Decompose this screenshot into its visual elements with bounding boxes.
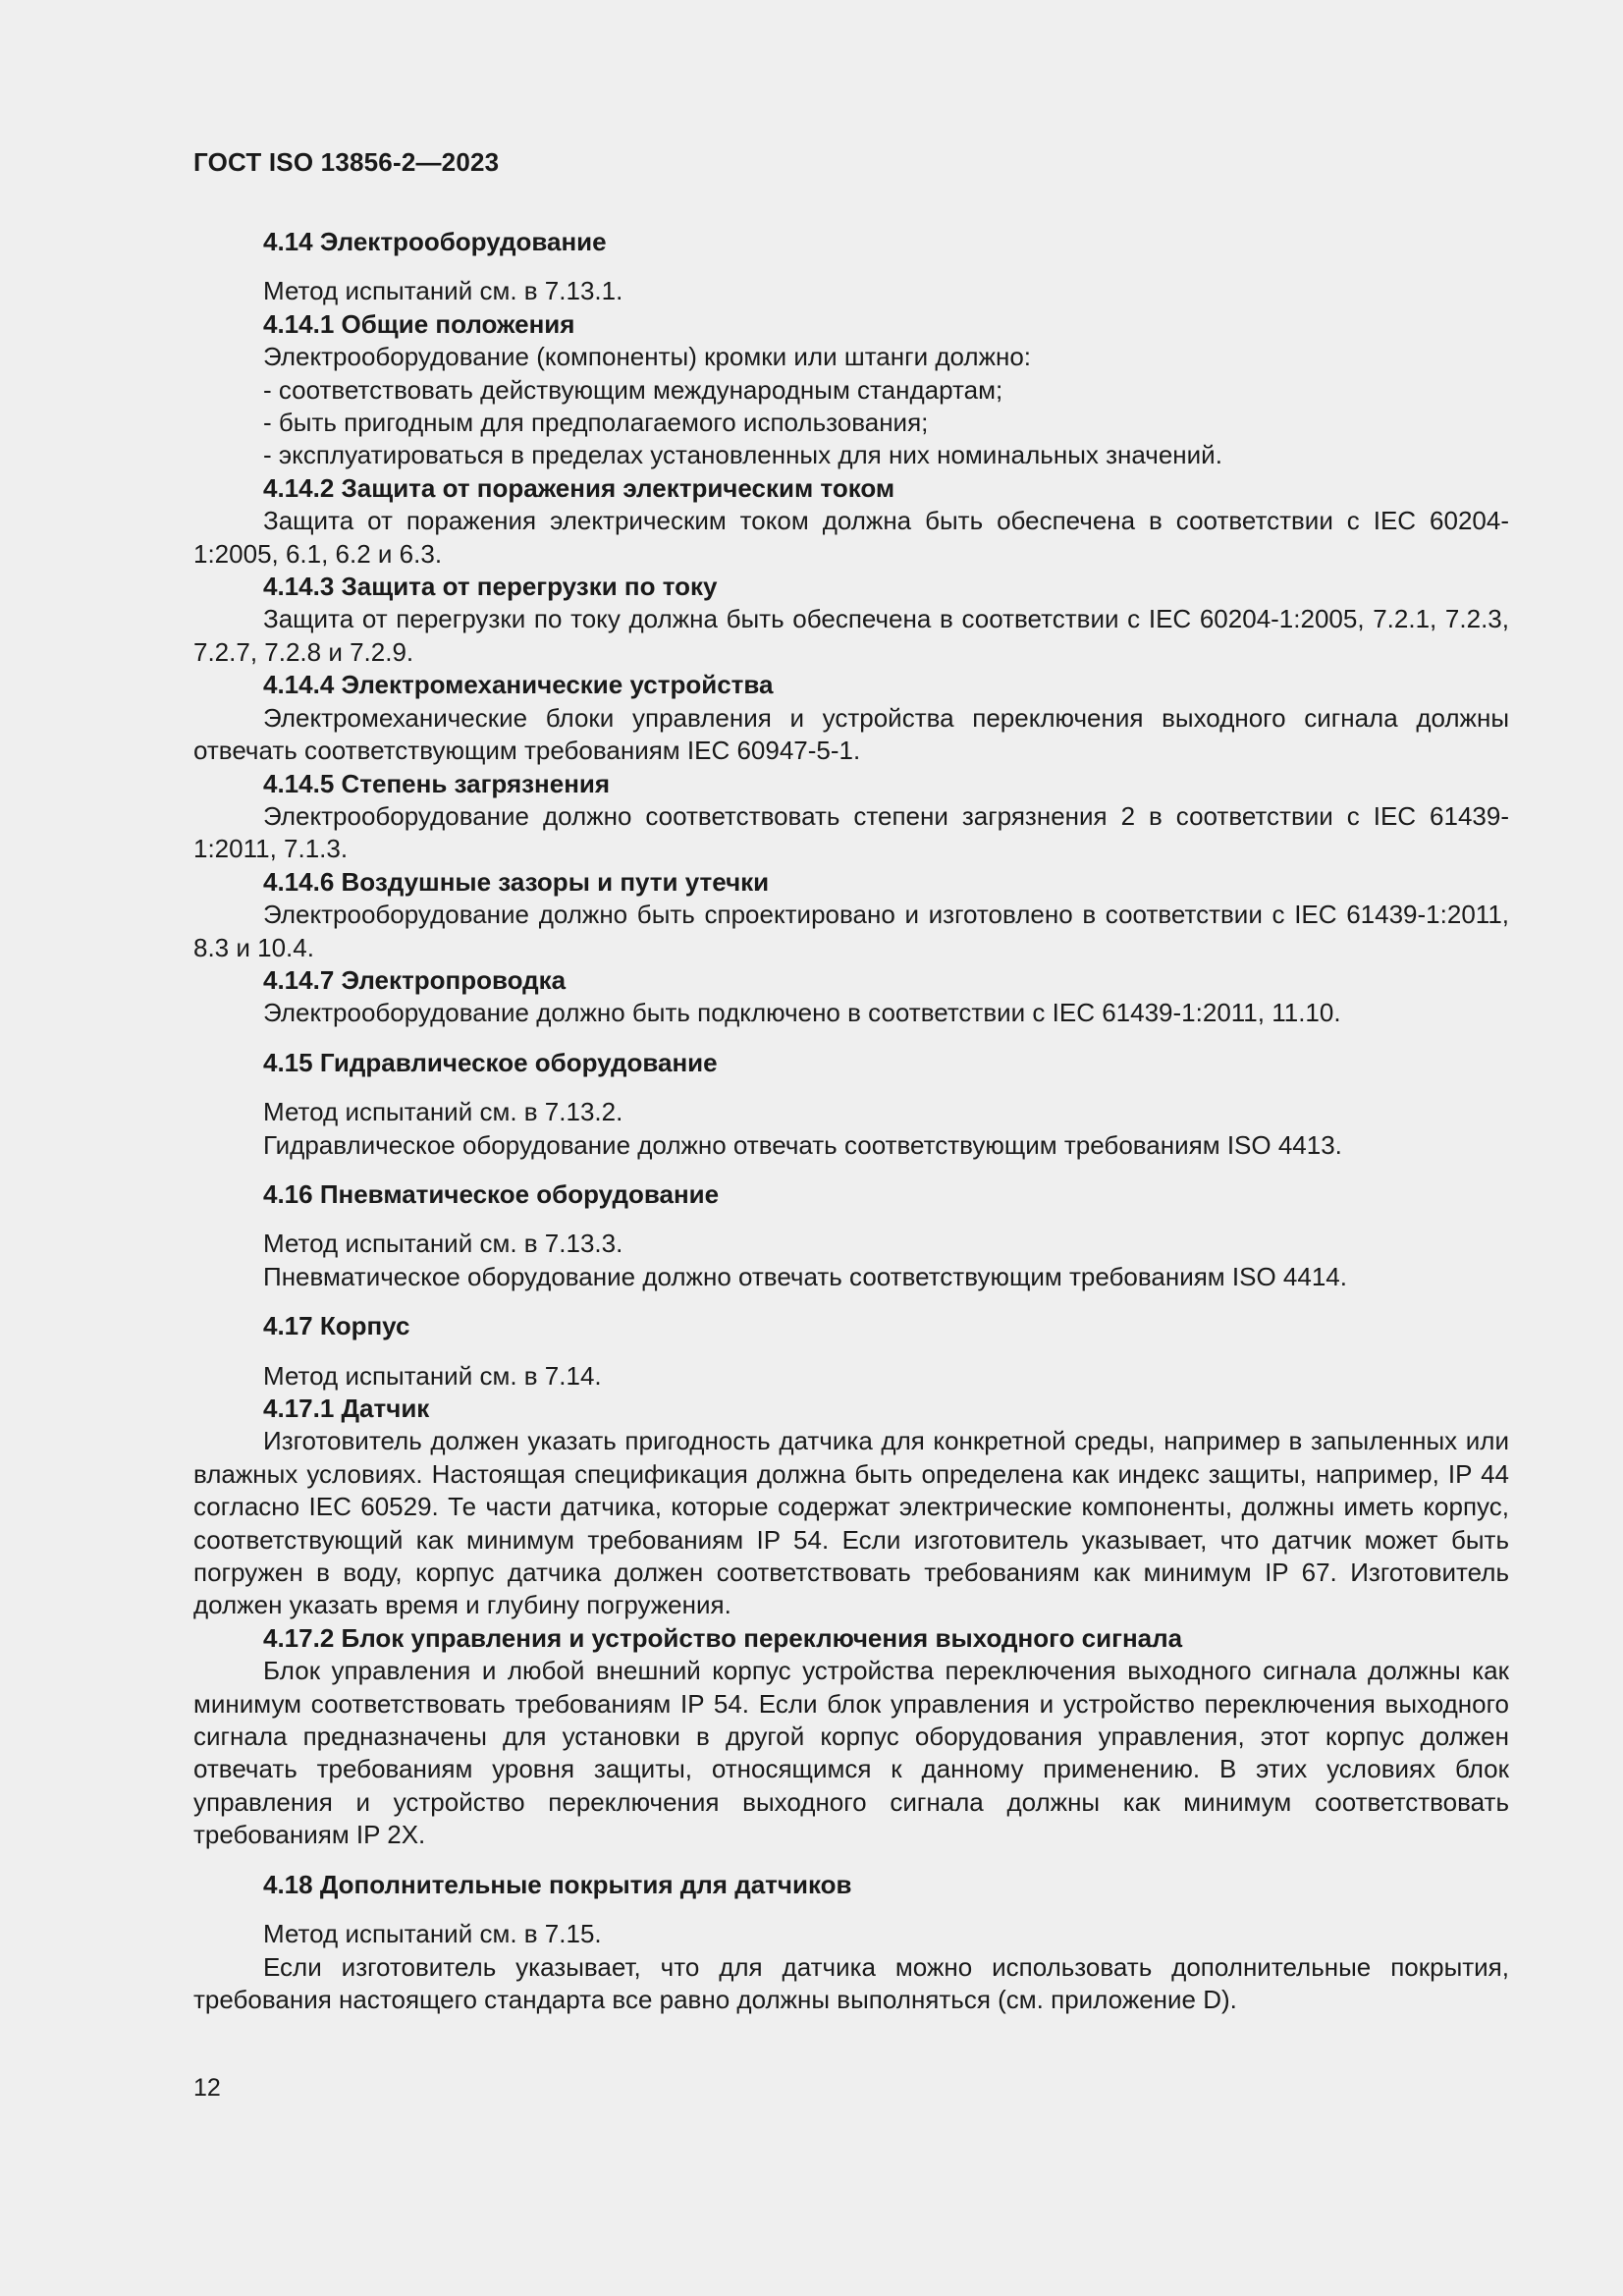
block-spacer <box>193 1030 1509 1047</box>
page-number: 12 <box>193 2074 221 2102</box>
block-spacer <box>193 1901 1509 1918</box>
subsection-heading: 4.14.2 Защита от поражения электрическим током <box>263 472 895 503</box>
paragraph: Метод испытаний см. в 7.15. <box>263 1919 602 1949</box>
subsection-heading: 4.14.5 Степень загрязнения <box>263 768 611 798</box>
paragraph: Метод испытаний см. в 7.13.1. <box>263 276 623 306</box>
block-spacer <box>193 1343 1509 1360</box>
subsection-heading: 4.17.2 Блок управления и устройство переключения выходного сигнала <box>263 1622 1183 1653</box>
paragraph: Метод испытаний см. в 7.13.2. <box>263 1097 623 1127</box>
document-body <box>193 226 1509 2016</box>
section-heading: 4.14 Электрооборудование <box>263 227 607 256</box>
paragraph: Гидравлическое оборудование должно отвечать соответствующим требованиям ISO 4413. <box>263 1129 1342 1160</box>
paragraph: - эксплуатироваться в пределах установленных для них номинальных значений. <box>263 440 1222 470</box>
paragraph: Блок управления и любой внешний корпус устройства переключения выходного сигнала должны как минимум соответствовать требованиям IP 54. Если блок управления и устройство переключения выходного сигнала предназначены для установки в другой корпус оборудования управления, этот корпус должен отвечать требованиям уровня защиты, относящимся к данному применению. В этих условиях блок управления и устройство переключения выходного сигнала должны как минимум соответствовать требованиям IP 2X. <box>193 1656 1509 1850</box>
block-spacer <box>193 1852 1509 1869</box>
subsection-heading: 4.14.1 Общие положения <box>263 308 575 339</box>
paragraph: Метод испытаний см. в 7.13.3. <box>263 1229 623 1259</box>
subsection-heading: 4.17.1 Датчик <box>263 1394 430 1423</box>
paragraph: Изготовитель должен указать пригодность датчика для конкретной среды, например в запыленных или влажных условиях. Настоящая спецификация должна быть определена как индекс защиты, например, IP 44 согласно IEC 60529. Те части датчика, которые содержат электрические компоненты, должны иметь корпус, соответствующий как минимум требованиям IP 54. Если изготовитель указывает, что датчик может быть погружен в воду, корпус датчика должен соответствовать требованиям как минимум IP 67. Изготовитель должен указать время и глубину погружения. <box>193 1426 1509 1620</box>
paragraph: - быть пригодным для предполагаемого использования; <box>263 408 929 438</box>
section-heading: 4.18 Дополнительные покрытия для датчиков <box>263 1869 852 1899</box>
block-spacer <box>193 258 1509 275</box>
block-spacer <box>193 1162 1509 1178</box>
paragraph: Метод испытаний см. в 7.14. <box>263 1360 602 1391</box>
section-heading: 4.15 Гидравлическое оборудование <box>263 1047 718 1077</box>
block-spacer <box>193 1079 1509 1096</box>
paragraph: Электрооборудование должно соответствовать степени загрязнения 2 в соответствии с IEC 61439-1:2011, 7.1.3. <box>193 800 1509 864</box>
paragraph: Защита от перегрузки по току должна быть обеспечена в соответствии с IEC 60204-1:2005, 7.2.1, 7.2.3, 7.2.7, 7.2.8 и 7.2.9. <box>193 604 1509 667</box>
document-header: ГОСТ ISO 13856-2—2023 <box>193 147 500 177</box>
subsection-heading: 4.14.7 Электропроводка <box>263 964 567 995</box>
subsection-heading: 4.14.4 Электромеханические устройства <box>263 670 774 700</box>
paragraph: Электрооборудование должно быть спроектировано и изготовлено в соответствии с IEC 61439-1:2011, 8.3 и 10.4. <box>193 900 1509 962</box>
paragraph: Электрооборудование (компоненты) кромки или штанги должно: <box>263 342 1032 372</box>
paragraph: Защита от поражения электрическим током должна быть обеспечена в соответствии с IEC 60204-1:2005, 6.1, 6.2 и 6.3. <box>193 506 1509 569</box>
subsection-heading: 4.14.3 Защита от перегрузки по току <box>263 572 718 602</box>
section-heading: 4.16 Пневматическое оборудование <box>263 1178 720 1209</box>
paragraph: Электромеханические блоки управления и устройства переключения выходного сигнала должны отвечать соответствующим требованиям IEC 60947-5-1. <box>193 702 1509 766</box>
paragraph: - соответствовать действующим международным стандартам; <box>263 374 1003 405</box>
subsection-heading: 4.14.6 Воздушные зазоры и пути утечки <box>263 866 770 897</box>
paragraph: Пневматическое оборудование должно отвечать соответствующим требованиям ISO 4414. <box>263 1261 1347 1291</box>
paragraph: Электрооборудование должно быть подключено в соответствии с IEC 61439-1:2011, 11.10. <box>263 998 1341 1028</box>
section-heading: 4.17 Корпус <box>263 1311 410 1341</box>
block-spacer <box>193 1211 1509 1228</box>
paragraph: Если изготовитель указывает, что для датчика можно использовать дополнительные покрытия, требования настоящего стандарта все равно должны выполняться (см. приложение D). <box>193 1951 1509 2014</box>
block-spacer <box>193 1293 1509 1310</box>
